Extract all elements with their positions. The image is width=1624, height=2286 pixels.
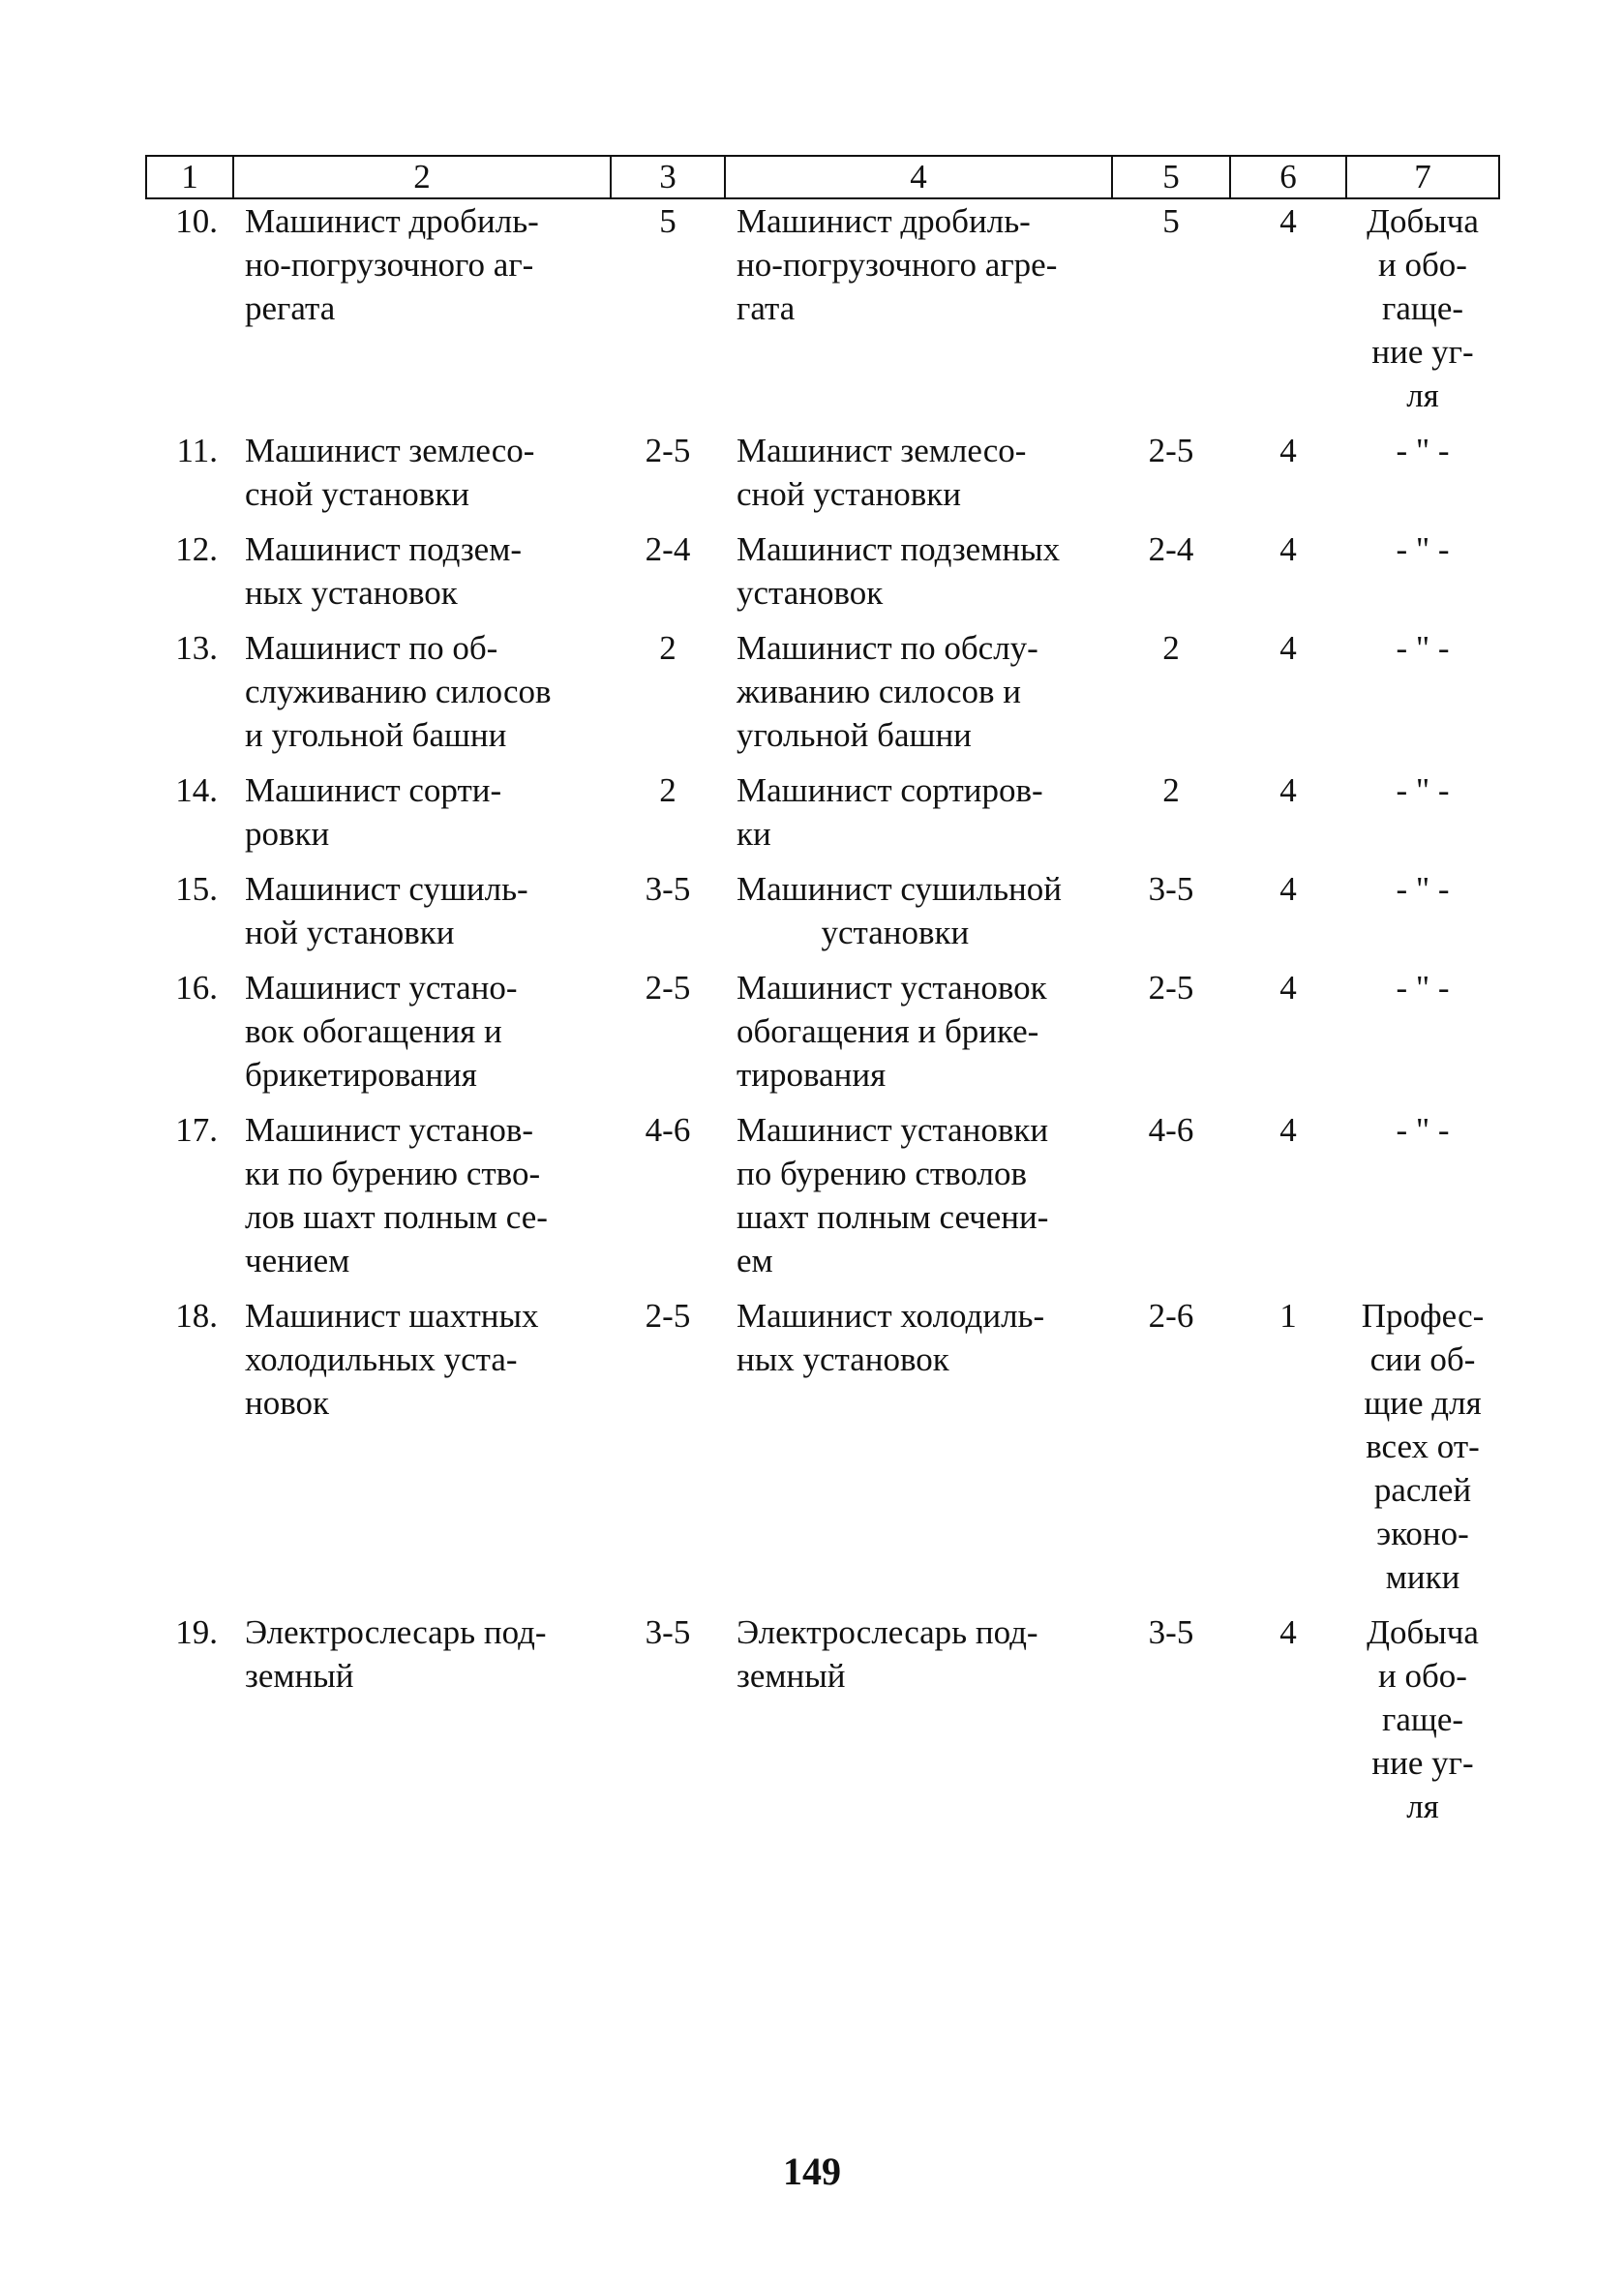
profession-name-cell: Машинист по об- служиванию силосов и угольной башни (245, 629, 552, 754)
code-cell: 1 (1279, 1297, 1297, 1335)
column-header-2: 2 (233, 156, 611, 198)
table-row (146, 966, 1499, 1108)
row-number-cell: 19. (175, 1613, 218, 1651)
grade-range-new-cell: 2-5 (1148, 432, 1194, 469)
profession-name-new-cell: Машинист сортиров- ки (737, 771, 1043, 853)
industry-branch-cell: - " - (1396, 969, 1450, 1007)
table-row (146, 626, 1499, 768)
code-cell: 4 (1279, 771, 1297, 809)
code-cell: 4 (1279, 1613, 1297, 1651)
profession-name-cell: Машинист установ- ки по бурению ство- лов шахт полным се- чением (245, 1111, 548, 1279)
column-header-3: 3 (611, 156, 725, 198)
profession-name-new-cell: Машинист подземных установок (737, 530, 1061, 612)
grade-range-cell: 3-5 (645, 1613, 691, 1651)
grade-range-cell: 3-5 (645, 870, 691, 908)
profession-name-cell: Машинист шахтных холодильных уста- новок (245, 1297, 539, 1422)
row-number-cell: 12. (175, 530, 218, 568)
column-header-5: 5 (1112, 156, 1230, 198)
column-header-6: 6 (1230, 156, 1346, 198)
grade-range-new-cell: 3-5 (1148, 1613, 1194, 1651)
industry-branch-cell: - " - (1396, 870, 1450, 908)
grade-range-cell: 4-6 (645, 1111, 691, 1149)
page-number: 149 (783, 2150, 841, 2193)
industry-branch-cell: Добыча и обо- гаще- ние уг- ля (1367, 1613, 1479, 1825)
profession-name-new-cell: Машинист холодиль- ных установок (737, 1297, 1045, 1378)
table-row (146, 1294, 1499, 1610)
profession-name-cell: Машинист подзем- ных установок (245, 530, 522, 612)
grade-range-new-cell: 2-5 (1148, 969, 1194, 1007)
professions-table (145, 155, 1500, 1840)
profession-name-new-cell: Машинист дробиль- но-погрузочного агре- гата (737, 202, 1058, 327)
table-row (146, 198, 1499, 429)
row-number-cell: 17. (175, 1111, 218, 1149)
grade-range-new-cell: 2 (1162, 629, 1180, 667)
table-header-row (146, 156, 1499, 198)
column-header-7: 7 (1346, 156, 1499, 198)
code-cell: 4 (1279, 969, 1297, 1007)
row-number-cell: 18. (175, 1297, 218, 1335)
code-cell: 4 (1279, 202, 1297, 240)
code-cell: 4 (1279, 870, 1297, 908)
code-cell: 4 (1279, 629, 1297, 667)
row-number-cell: 14. (175, 771, 218, 809)
row-number-cell: 16. (175, 969, 218, 1007)
row-number-cell: 15. (175, 870, 218, 908)
profession-name-cell: Машинист дробиль- но-погрузочного аг- регата (245, 202, 539, 327)
profession-name-new-cell: Машинист землесо- сной установки (737, 432, 1027, 513)
grade-range-cell: 2-5 (645, 432, 691, 469)
grade-range-new-cell: 4-6 (1148, 1111, 1194, 1149)
industry-branch-cell: - " - (1396, 629, 1450, 667)
industry-branch-cell: - " - (1396, 432, 1450, 469)
table-row (146, 527, 1499, 626)
industry-branch-cell: - " - (1396, 1111, 1450, 1149)
profession-name-new-cell: Машинист сушильной установки (737, 870, 1063, 951)
grade-range-cell: 2-5 (645, 969, 691, 1007)
grade-range-new-cell: 2-6 (1148, 1297, 1194, 1335)
table-body (146, 198, 1499, 1840)
profession-name-new-cell: Машинист по обслу- живанию силосов и угольной башни (737, 629, 1038, 754)
row-number-cell: 11. (176, 432, 218, 469)
profession-name-new-cell: Машинист установки по бурению стволов шахт полным сечени- ем (737, 1111, 1049, 1279)
code-cell: 4 (1279, 1111, 1297, 1149)
table-row (146, 1610, 1499, 1840)
grade-range-cell: 2 (659, 629, 677, 667)
industry-branch-cell: Добыча и обо- гаще- ние уг- ля (1367, 202, 1479, 414)
grade-range-cell: 2-4 (645, 530, 691, 568)
profession-name-new-cell: Электрослесарь под- земный (737, 1613, 1038, 1695)
table-row (146, 429, 1499, 527)
code-cell: 4 (1279, 530, 1297, 568)
grade-range-cell: 5 (659, 202, 677, 240)
industry-branch-cell: - " - (1396, 530, 1450, 568)
industry-branch-cell: - " - (1396, 771, 1450, 809)
table-row (146, 1108, 1499, 1294)
grade-range-new-cell: 5 (1162, 202, 1180, 240)
grade-range-new-cell: 2 (1162, 771, 1180, 809)
profession-name-cell: Машинист землесо- сной установки (245, 432, 535, 513)
industry-branch-cell: Профес- сии об- щие для всех от- раслей эконо- мики (1361, 1297, 1485, 1596)
grade-range-new-cell: 2-4 (1148, 530, 1194, 568)
row-number-cell: 10. (175, 202, 218, 240)
profession-name-cell: Электрослесарь под- земный (245, 1613, 547, 1695)
profession-name-cell: Машинист сушиль- ной установки (245, 870, 528, 951)
grade-range-new-cell: 3-5 (1148, 870, 1194, 908)
column-header-4: 4 (725, 156, 1112, 198)
table-header (146, 156, 1499, 198)
code-cell: 4 (1279, 432, 1297, 469)
row-number-cell: 13. (175, 629, 218, 667)
profession-name-new-cell: Машинист установок обогащения и брике- тирования (737, 969, 1047, 1094)
profession-name-cell: Машинист сорти- ровки (245, 771, 502, 853)
table-row (146, 867, 1499, 966)
column-header-1: 1 (146, 156, 233, 198)
profession-name-cell: Машинист устано- вок обогащения и брикетирования (245, 969, 518, 1094)
grade-range-cell: 2 (659, 771, 677, 809)
table-row (146, 768, 1499, 867)
grade-range-cell: 2-5 (645, 1297, 691, 1335)
